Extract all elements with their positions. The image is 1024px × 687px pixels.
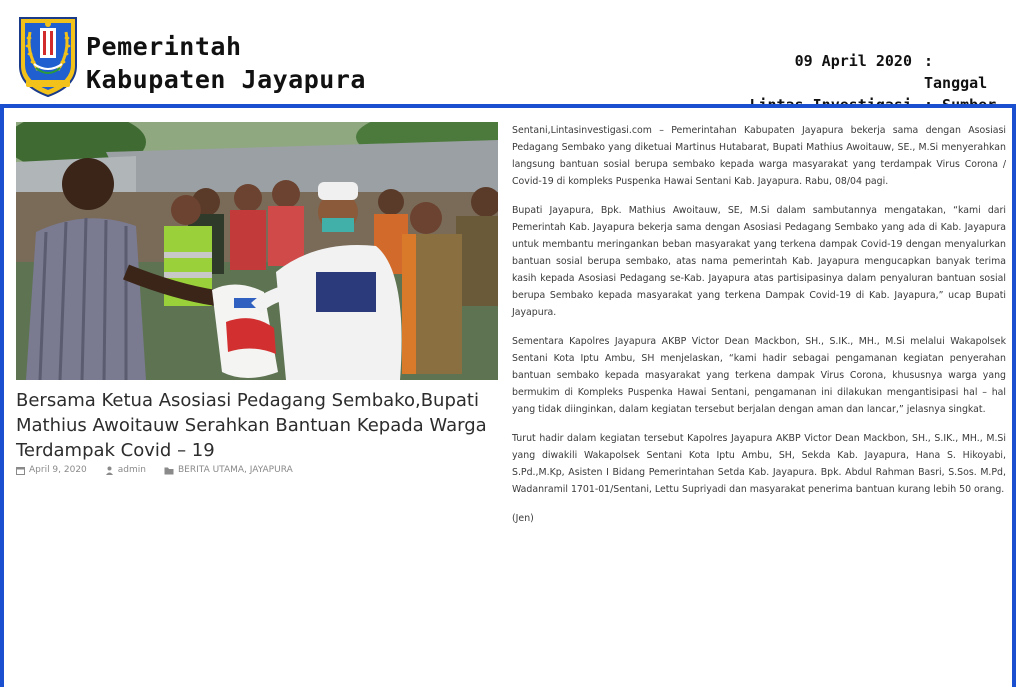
post-meta — [16, 465, 293, 475]
government-title-line1: Pemerintah — [86, 32, 242, 61]
article-author-initials: (Jen) — [512, 513, 534, 524]
article-frame — [0, 104, 1016, 687]
government-title — [86, 30, 366, 96]
date-row — [749, 50, 1004, 94]
date-label: : Tanggal — [924, 52, 988, 92]
government-title-line2: Kabupaten Jayapura — [86, 65, 366, 94]
article-paragraph: Turut hadir dalam kegiatan tersebut Kapolres Jayapura AKBP Victor Dean Mackbon, SH., S.IK., MH., M.Si yang diwakili Wakapolsek Sentani Kota Iptu Ambu, SH, Sekda Kab. Jayapura, Hana S. Hikoyabi, S.Pd.,M.Kp, Asisten I Bidang Pemerintahan Setda Kab. Jayapura. Bpk. Abdul Rahman Basri, S.Sos. M.Pd, Wadanramil 1701-01/Sentani, Lettu Supriyadi dan masyarakat penerima bantuan kurang lebih 50 orang. — [512, 433, 1006, 495]
post-categories[interactable]: BERITA UTAMA, JAYAPURA — [178, 465, 293, 475]
calendar-icon — [16, 466, 25, 475]
article-body — [512, 122, 1006, 539]
regency-emblem-icon — [16, 14, 80, 98]
article-paragraph: Sentani,Lintasinvestigasi.com – Pemerintahan Kabupaten Jayapura bekerja sama dengan Asosiasi Pedagang Sembako yang diketuai Martinus Hutabarat, Bupati Mathius Awoitauw, SE., M.Si menyerahkan langsung bantuan sosial berupa sembako kepada warga masyarakat yang terdampak Virus Corona / Covid-19 di kompleks Puspenka Hawai Sentani Kab. Jayapura. Rabu, 08/04 pagi. — [512, 125, 1006, 187]
user-icon — [105, 466, 114, 475]
article-paragraph: Sementara Kapolres Jayapura AKBP Victor Dean Mackbon, SH., S.IK., MH., M.Si melalui Wakapolsek Sentani Kota Iptu Ambu, SH menjelaskan, “kami hadir sebagai pengamanan kegiatan penyerahan bantuan sembako kepada masyarakat yang terkena dampak Virus Corona, khususnya warga yang bermukim di Kompleks Puspenka Hawai Sentani, pengamanan ini dilakukan mengantisipasi hal – hal yang tidak diinginkan, dalam kegiatan tersebut berjalan dengan aman dan lancar,” jelasnya singkat. — [512, 336, 1006, 415]
folder-icon — [164, 466, 174, 475]
featured-photo[interactable] — [16, 122, 498, 380]
article-paragraph: Bupati Jayapura, Bpk. Mathius Awoitauw, SE, M.Si dalam sambutannya mengatakan, “kami dari Pemerintah Kab. Jayapura bekerja sama dengan Asosiasi Pedagang Sembako yang ada di Kab. Jayapura untuk membantu meringankan beban masyarakat yang terkena dampak Covid-19 dengan menyalurkan bantuan sosial berupa sembako, atas nama pemerintah Kab. Jayapura mengucapkan banyak terima kasih kepada Asosiasi Pedagang se-Kab. Jayapura atas partisipasinya dalam penyaluran bantuan sosial berupa Sembako kepada masyarakat yang terkena Dampak Covid-19 di Kab. Jayapura,” ucap Bupati Jayapura. — [512, 205, 1006, 318]
date-value: 09 April 2020 — [794, 52, 912, 70]
post-headline[interactable]: Bersama Ketua Asosiasi Pedagang Sembako,Bupati Mathius Awoitauw Serahkan Bantuan Kepada Warga Terdampak Covid – 19 — [16, 390, 487, 461]
post-date[interactable]: April 9, 2020 — [29, 465, 87, 475]
header — [0, 0, 1024, 104]
post-author[interactable]: admin — [117, 465, 146, 475]
